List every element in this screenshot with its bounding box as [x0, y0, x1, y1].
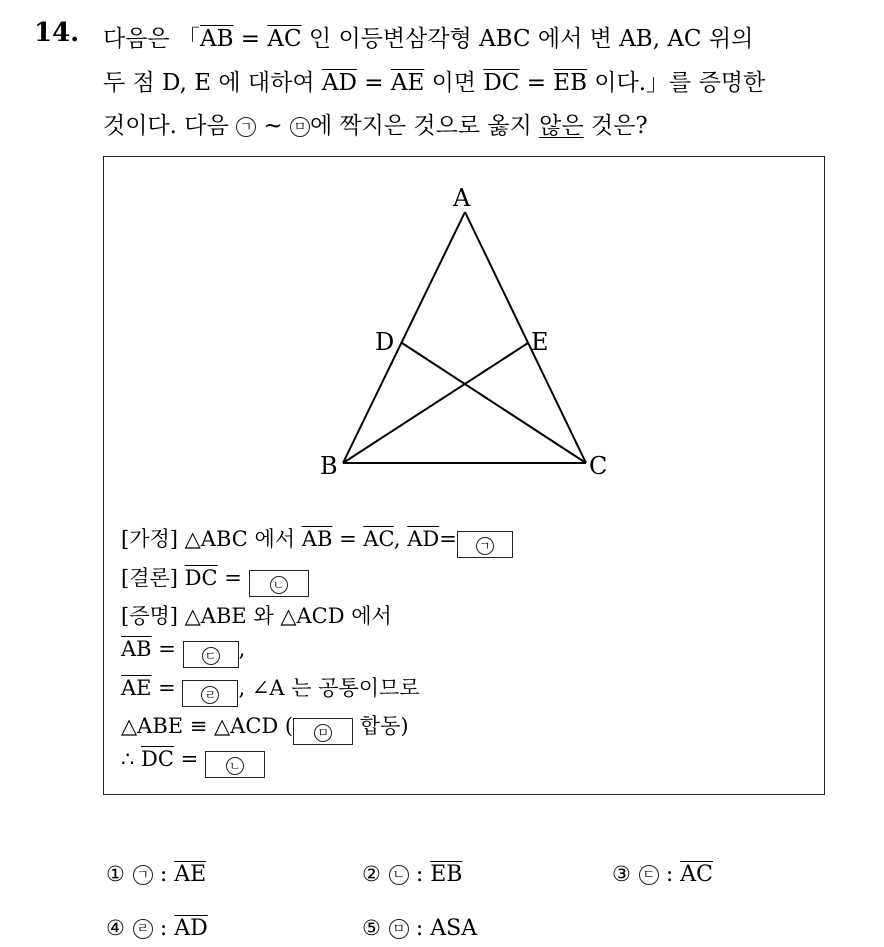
circled-marker: ㄴ [226, 757, 244, 775]
tilde: ~ [256, 113, 290, 139]
segment-ac: $\overline{AC}$ [267, 26, 302, 52]
segment-eb-line [343, 343, 528, 463]
question-text: 인 이등변삼각형 ABC 에서 변 AB, AC 위의 [301, 26, 754, 52]
proof-step-4 [121, 747, 265, 778]
question-text: 이다.」를 증명한 [587, 70, 766, 96]
side-ac [465, 212, 586, 463]
choice-number: ① [106, 862, 125, 886]
proof-step-3 [121, 710, 409, 745]
proof-text: △ABC 에서 [177, 527, 302, 551]
choice-answer: $\overline{EB}$ [430, 862, 463, 887]
circled-marker: ㄹ [201, 686, 219, 704]
equals-sign: = [151, 676, 183, 700]
equals-sign: = [332, 527, 364, 551]
question-line-3 [103, 107, 648, 140]
proof-intro [121, 600, 392, 630]
equals-sign: = [356, 70, 391, 96]
proof-box [103, 156, 825, 795]
equals-sign: = [233, 26, 268, 52]
answer-choice-1[interactable] [106, 862, 206, 887]
question-text: 에 짝지은 것으로 옳지 [309, 113, 540, 139]
question-line-1 [103, 20, 753, 53]
choice-colon: : [152, 862, 175, 887]
triangle-figure [104, 157, 826, 497]
choice-answer: $\overline{AC}$ [680, 862, 713, 887]
blank-box-6 [205, 751, 265, 778]
choice-answer: ASA [430, 916, 478, 941]
therefore-sign: ∴ [121, 747, 142, 771]
circled-marker: ㄴ [270, 576, 288, 594]
proof-conclusion [121, 562, 309, 597]
equals-sign: = [439, 527, 457, 551]
point-label-d: D [375, 328, 395, 356]
circled-marker: ㄴ [389, 865, 409, 885]
circled-marker: ㄷ [202, 647, 220, 665]
underlined-word: 않은 [539, 113, 584, 139]
choice-colon: : [658, 862, 681, 887]
equals-sign: = [173, 747, 205, 771]
blank-box-4 [182, 680, 238, 707]
segment-ab: $\overline{AB}$ [121, 637, 152, 661]
proof-text: 합동) [353, 714, 409, 738]
choice-answer: $\overline{AE}$ [174, 862, 207, 887]
choice-colon: : [408, 916, 431, 941]
segment-dc: $\overline{DC}$ [483, 70, 520, 96]
question-line-2 [103, 64, 765, 97]
blank-box-3 [183, 641, 239, 668]
proof-text: △ABE ≡ △ACD ( [121, 714, 294, 738]
circled-marker: ㄱ [133, 865, 153, 885]
circled-marker: ㄱ [476, 537, 494, 555]
point-label-b: B [320, 452, 338, 480]
blank-box-1 [457, 531, 513, 558]
choice-colon: : [152, 916, 175, 941]
segment-dc-line [402, 343, 586, 463]
question-text: 두 점 D, E 에 대하여 [103, 70, 322, 96]
choice-answer: $\overline{AD}$ [174, 916, 208, 941]
proof-hypothesis [121, 523, 513, 558]
blank-box-2 [249, 570, 309, 597]
circled-marker: ㄱ [236, 117, 256, 137]
answer-choice-5[interactable] [362, 916, 477, 941]
equals-sign: = [519, 70, 554, 96]
choice-number: ② [362, 862, 381, 886]
circled-marker: ㅁ [389, 919, 409, 939]
equals-sign: = [217, 566, 249, 590]
choice-colon: : [408, 862, 431, 887]
answer-choice-2[interactable] [362, 862, 462, 887]
comma: , [393, 527, 408, 551]
question-text: 다음은 「 [103, 26, 200, 52]
circled-marker: ㅁ [290, 117, 310, 137]
segment-eb: $\overline{EB}$ [553, 70, 587, 96]
proof-text: , [238, 637, 246, 661]
choice-number: ⑤ [362, 916, 381, 940]
choice-number: ④ [106, 916, 125, 940]
side-ab [343, 212, 465, 463]
segment-ae: $\overline{AE}$ [121, 676, 152, 700]
proof-step-1 [121, 637, 245, 668]
question-number: 14. [34, 18, 80, 48]
proof-text: , ∠A 는 공통이므로 [238, 676, 420, 700]
blank-box-5 [293, 718, 353, 745]
segment-dc: $\overline{DC}$ [184, 566, 218, 590]
proof-label: [증명] [121, 604, 178, 628]
point-label-c: C [589, 452, 608, 480]
segment-ad: $\overline{AD}$ [407, 527, 440, 551]
question-text: 이면 [424, 70, 484, 96]
segment-ad: $\overline{AD}$ [321, 70, 357, 96]
conclusion-label: [결론] [121, 566, 178, 590]
circled-marker: ㄹ [133, 919, 153, 939]
circled-marker: ㅁ [314, 724, 332, 742]
equals-sign: = [151, 637, 183, 661]
segment-ab: $\overline{AB}$ [301, 527, 333, 551]
circled-marker: ㄷ [639, 865, 659, 885]
proof-text: △ABE 와 △ACD 에서 [177, 604, 392, 628]
segment-ae: $\overline{AE}$ [390, 70, 425, 96]
point-label-e: E [531, 328, 549, 356]
answer-choice-4[interactable] [106, 916, 208, 941]
segment-ab: $\overline{AB}$ [199, 26, 234, 52]
point-label-a: A [453, 184, 471, 212]
choice-number: ③ [612, 862, 631, 886]
answer-choice-3[interactable] [612, 862, 713, 887]
hypothesis-label: [가정] [121, 527, 178, 551]
question-text: 것이다. 다음 [103, 113, 237, 139]
segment-ac: $\overline{AC}$ [363, 527, 394, 551]
proof-step-2 [121, 672, 420, 707]
segment-dc: $\overline{DC}$ [141, 747, 174, 771]
question-text: 것은? [583, 113, 648, 139]
